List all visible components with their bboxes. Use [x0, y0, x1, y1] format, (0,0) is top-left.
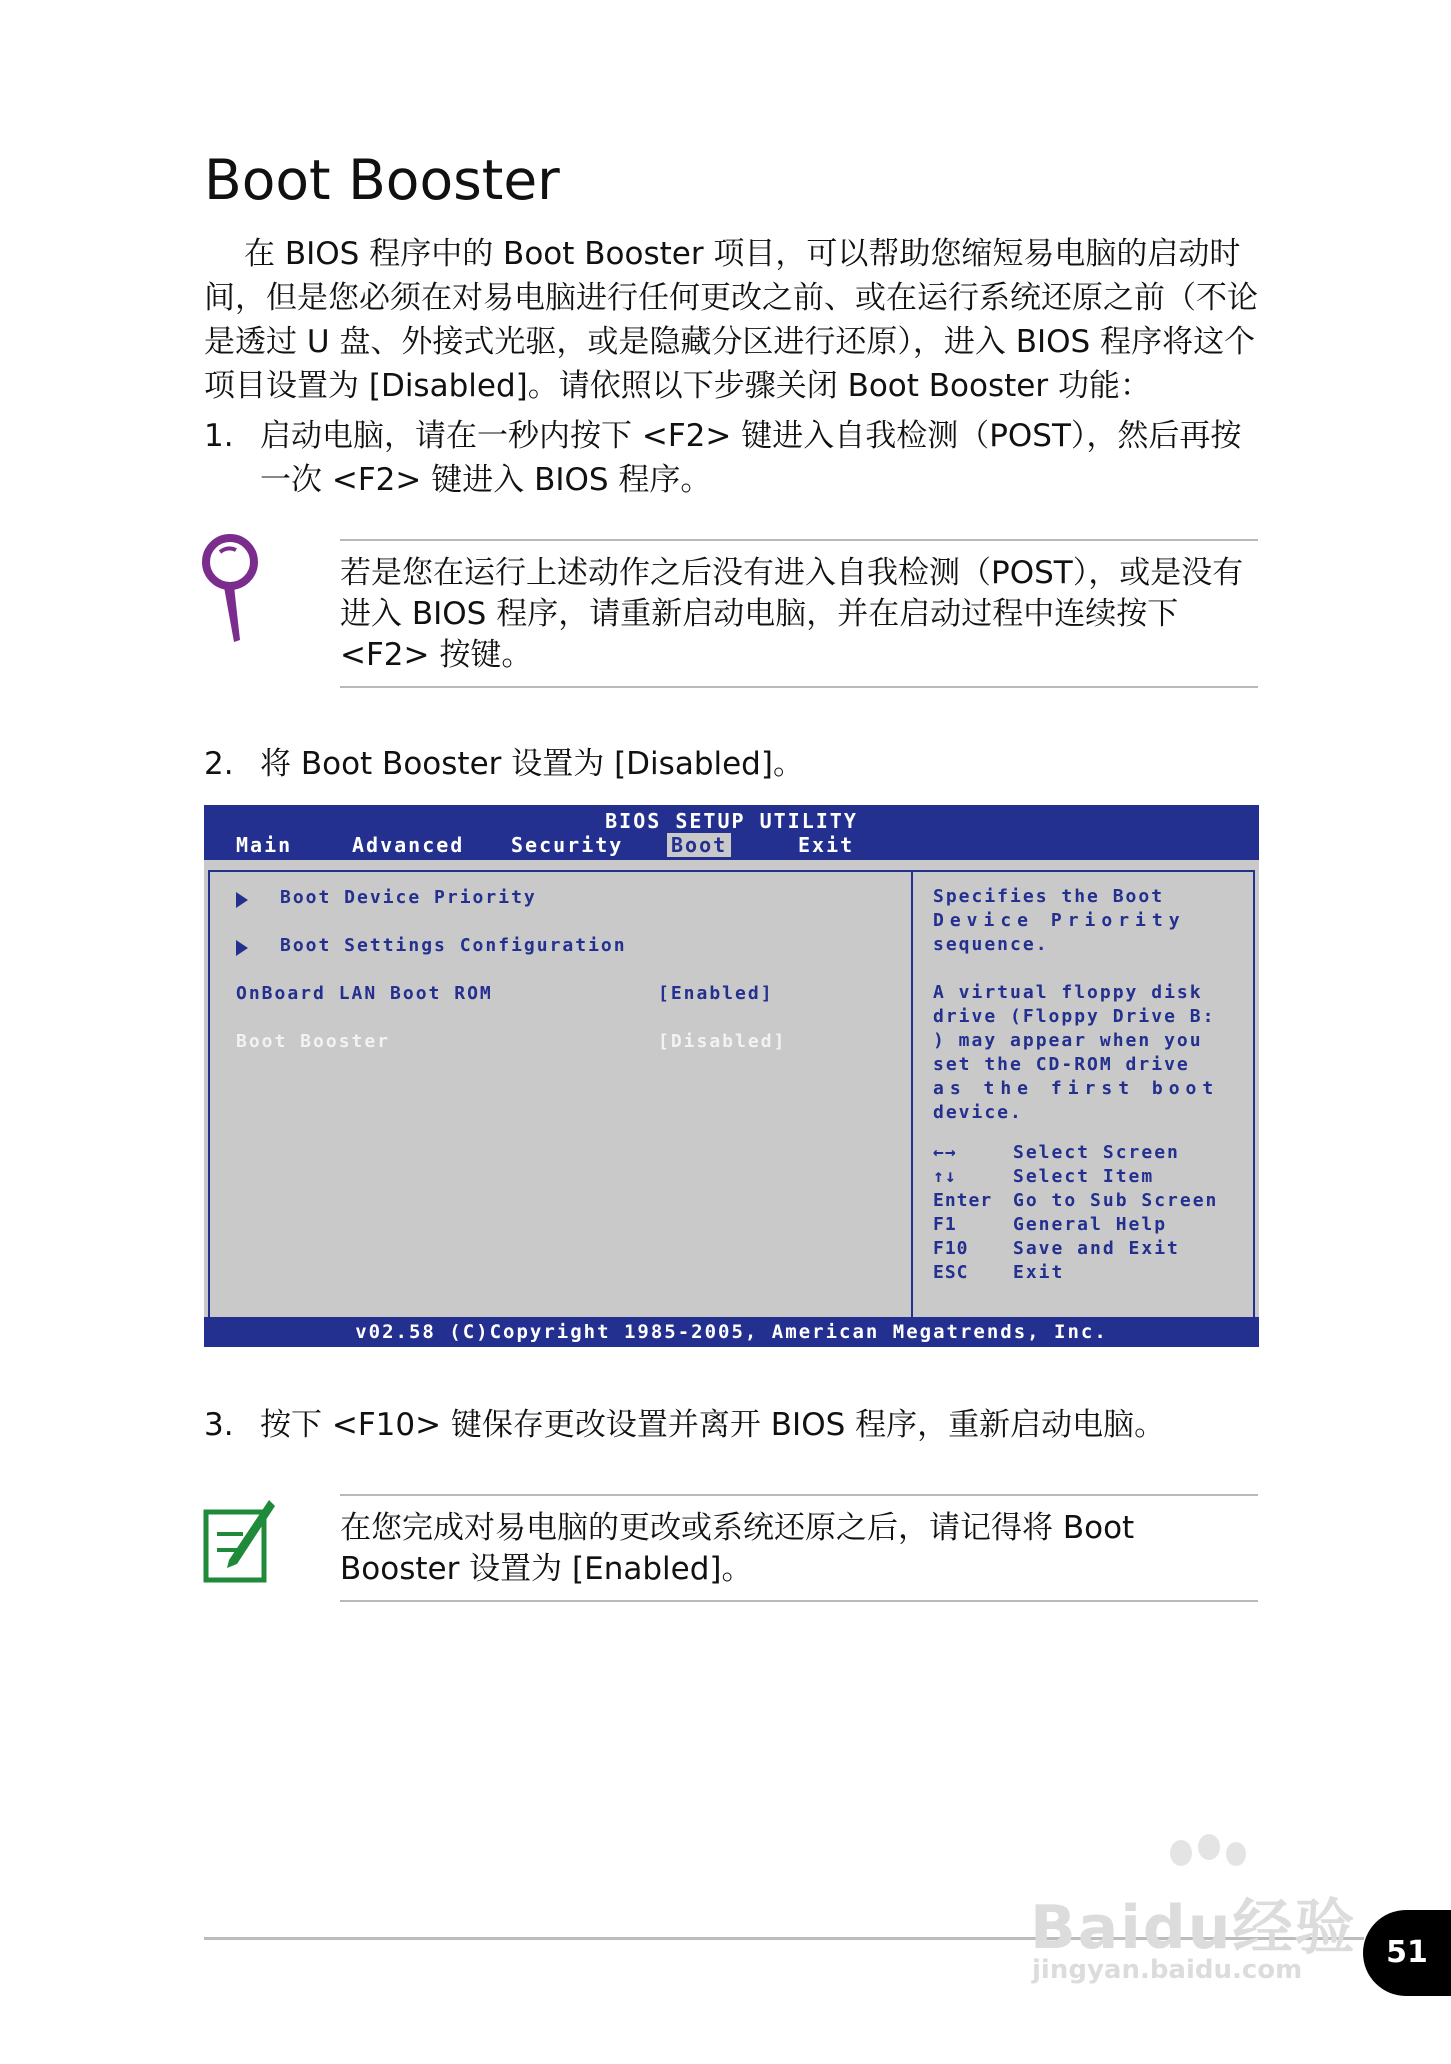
bios-options-panel [208, 870, 916, 1320]
bios-tab-boot[interactable]: Boot [667, 833, 731, 857]
paw-icon [1226, 1842, 1246, 1866]
note-text: 若是您在运行上述动作之后没有进入自我检测（POST），或是没有进入 BIOS 程序，请重新启动电脑，并在启动过程中连续按下 <F2> 按键。 [340, 555, 1244, 673]
key-desc: Select Screen [1013, 1142, 1180, 1163]
help-text: Device Priority [933, 910, 1186, 931]
help-text: drive (Floppy Drive B: [933, 1006, 1216, 1027]
key-f10: F10 [933, 1238, 969, 1259]
step-number: 2. [204, 746, 234, 782]
bios-tab-advanced[interactable]: Advanced [352, 833, 465, 857]
option-onboard-lan-value[interactable]: [Enabled] [658, 983, 774, 1004]
key-enter: Enter [933, 1190, 993, 1211]
submenu-arrow-icon [236, 940, 248, 956]
key-desc: Go to Sub Screen [1013, 1190, 1219, 1211]
key-arrows-lr: ←→ [933, 1142, 957, 1163]
step-text: 按下 <F10> 键保存更改设置并离开 BIOS 程序，重新启动电脑。 [260, 1407, 1166, 1443]
bios-footer: v02.58 (C)Copyright 1985-2005, American Megatrends, Inc. [204, 1317, 1259, 1347]
key-f1: F1 [933, 1214, 957, 1235]
key-esc: ESC [933, 1262, 969, 1283]
paw-icon [1198, 1834, 1220, 1860]
key-desc: Select Item [1013, 1166, 1155, 1187]
note-box-enable [340, 1494, 1258, 1602]
page-title: Boot Booster [204, 148, 560, 212]
key-arrows-ud: ↑↓ [933, 1166, 957, 1187]
submenu-boot-settings-configuration[interactable]: Boot Settings Configuration [280, 935, 627, 956]
page-number: 51 [1363, 1910, 1451, 1996]
option-onboard-lan-label[interactable]: OnBoard LAN Boot ROM [236, 983, 493, 1004]
help-text: set the CD-ROM drive [933, 1054, 1190, 1075]
intro-paragraph: 在 BIOS 程序中的 Boot Booster 项目，可以帮助您缩短易电脑的启动时间，但是您必须在对易电脑进行任何更改之前、或在运行系统还原之前（不论是透过 U 盘、外接式光驱，或是隐藏分区进行还原），进入 BIOS 程序将这个项目设置为 [Disabled]。请依照以下步骤关闭 Boot Booster 功能： [204, 236, 1258, 404]
key-desc: Exit [1013, 1262, 1065, 1283]
step-text: 将 Boot Booster 设置为 [Disabled]。 [260, 746, 804, 782]
key-desc: Save and Exit [1013, 1238, 1180, 1259]
pencil-note-icon [203, 1494, 275, 1584]
step-text: 启动电脑，请在一秒内按下 <F2> 键进入自我检测（POST），然后再按一次 <F2> 键进入 BIOS 程序。 [260, 418, 1242, 498]
magnifier-icon [200, 532, 262, 647]
bios-header [204, 805, 1259, 860]
help-text: as the first boot [933, 1078, 1220, 1099]
paw-icon [1170, 1840, 1192, 1866]
bios-tab-exit[interactable]: Exit [798, 833, 855, 857]
bios-help-panel [911, 870, 1255, 1320]
note-text: 在您完成对易电脑的更改或系统还原之后，请记得将 Boot Booster 设置为 [Enabled]。 [340, 1510, 1135, 1587]
option-boot-booster-value[interactable]: [Disabled] [658, 1031, 787, 1052]
step-number: 1. [204, 418, 234, 454]
watermark-url: jingyan.baidu.com [1032, 1955, 1303, 1985]
bios-tab-main[interactable]: Main [236, 833, 293, 857]
note-box-post [340, 539, 1258, 688]
help-text: Specifies the Boot [933, 886, 1165, 907]
submenu-arrow-icon [236, 892, 248, 908]
bios-title: BIOS SETUP UTILITY [605, 809, 858, 833]
help-text: A virtual floppy disk [933, 982, 1203, 1003]
help-text: sequence. [933, 934, 1049, 955]
help-text: ) may appear when you [933, 1030, 1203, 1051]
help-text: device. [933, 1102, 1023, 1123]
watermark-text: Baidu经验 [1030, 1893, 1357, 1963]
step-number: 3. [204, 1407, 234, 1443]
submenu-boot-device-priority[interactable]: Boot Device Priority [280, 887, 537, 908]
option-boot-booster-label[interactable]: Boot Booster [236, 1031, 391, 1052]
bios-screenshot [204, 805, 1259, 1347]
bios-tab-security[interactable]: Security [511, 833, 624, 857]
key-desc: General Help [1013, 1214, 1168, 1235]
baidu-watermark [1030, 1840, 1360, 1990]
